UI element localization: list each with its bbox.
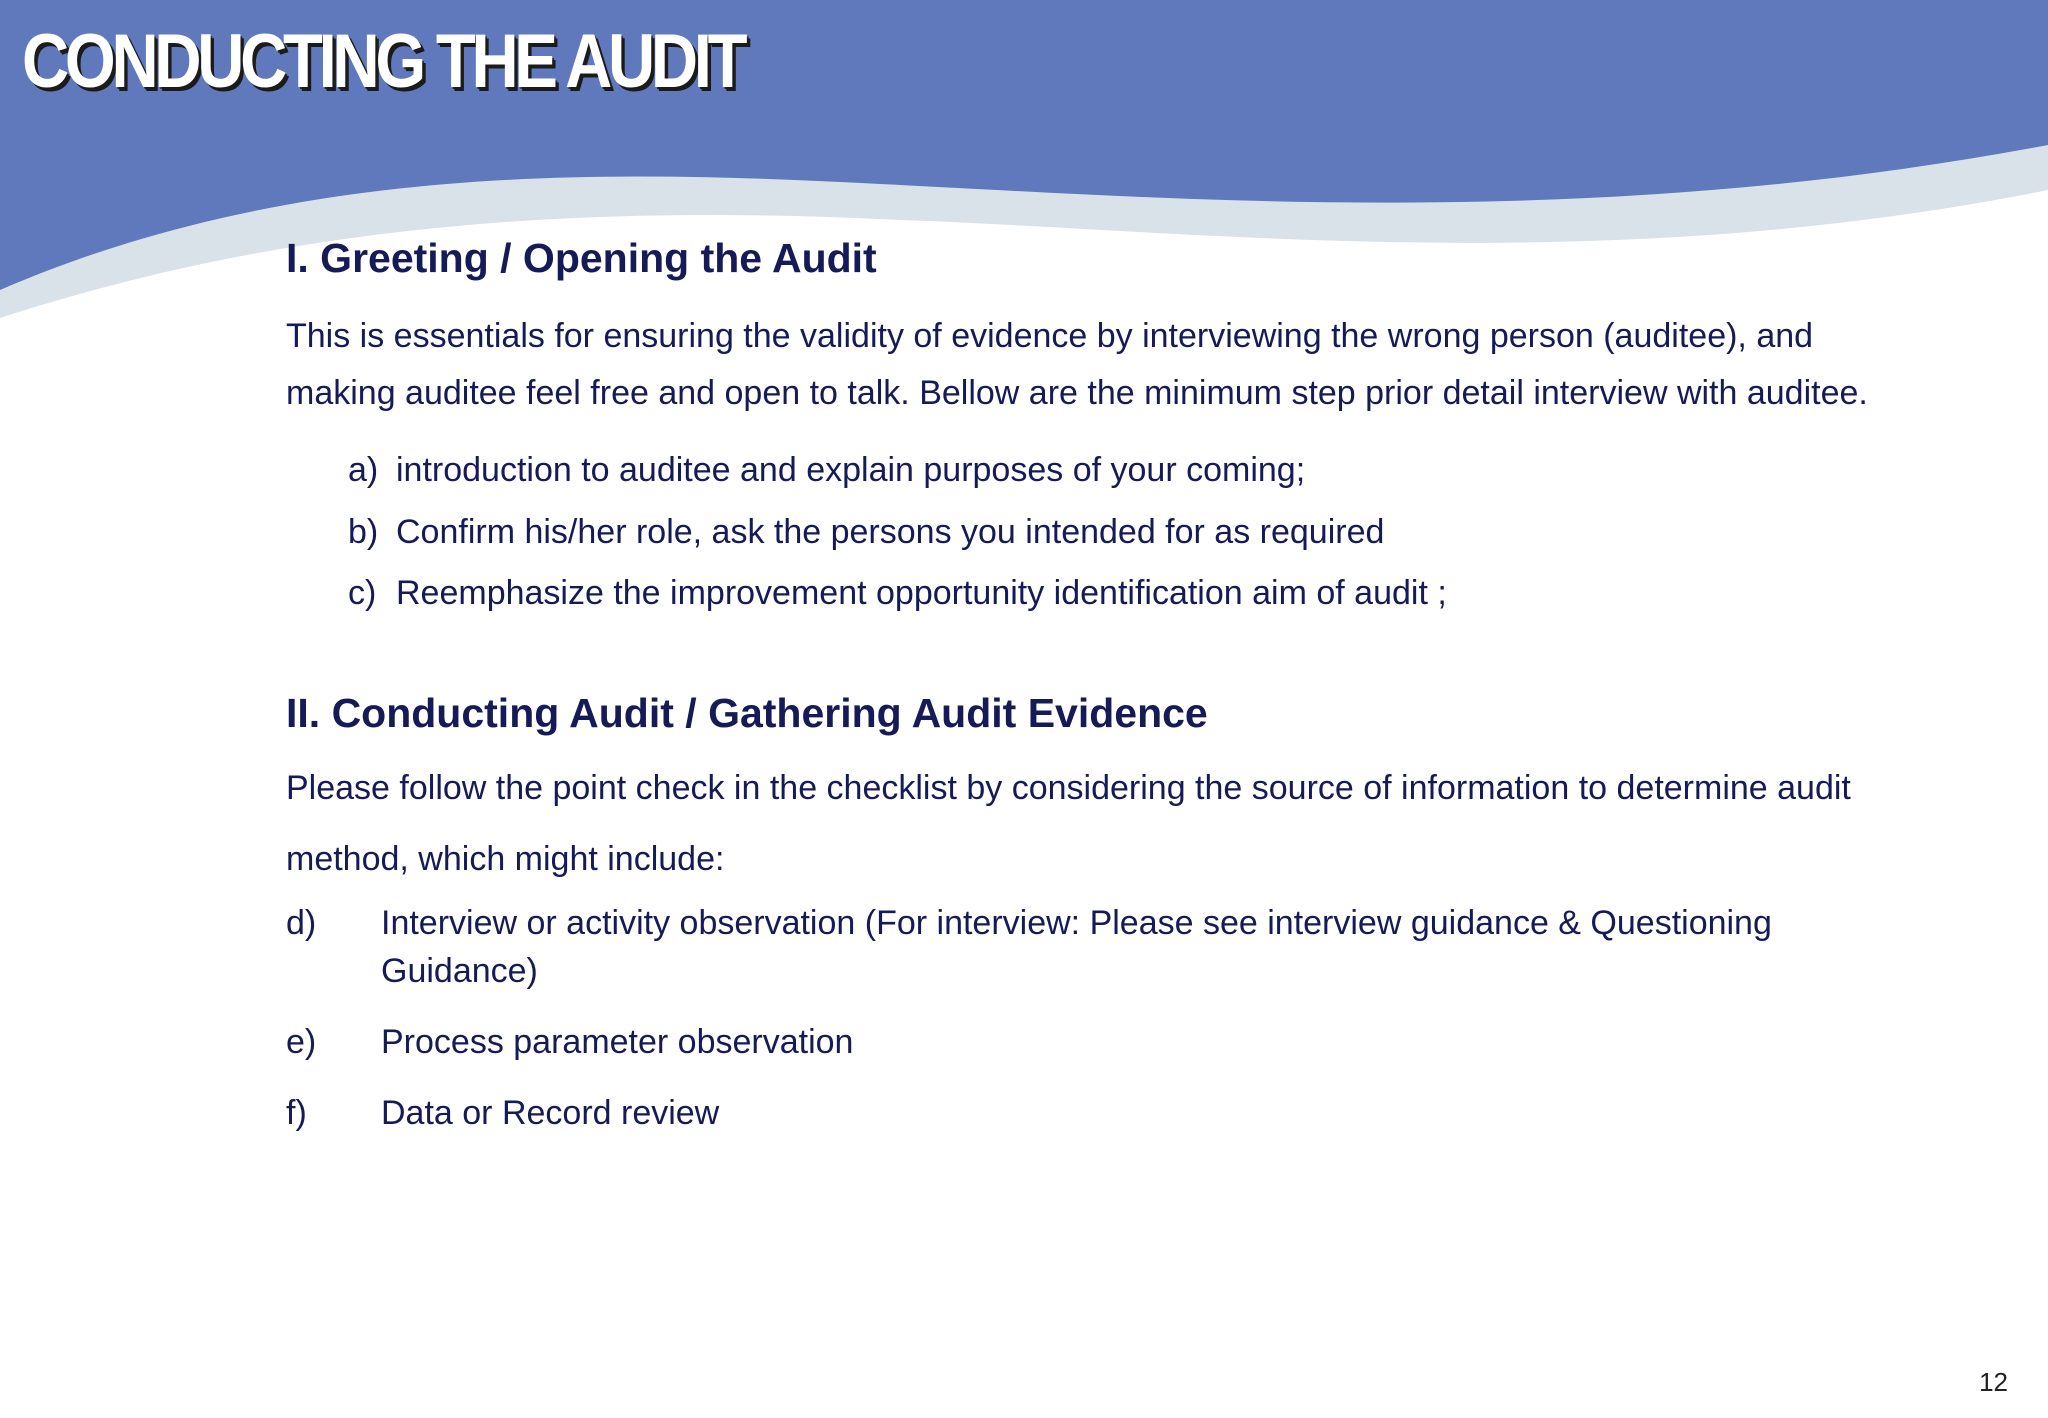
- list-item: [348, 502, 1886, 564]
- section-2-paragraph: Please follow the point check in the checklist by considering the source of information to determine audit method, which might include:: [286, 768, 1851, 878]
- page-number: 12: [1979, 1367, 2008, 1397]
- list-item-marker: e): [286, 1022, 317, 1061]
- section-1-steps-list: [348, 440, 1886, 625]
- list-item-marker: a): [348, 451, 379, 489]
- list-item-text: Confirm his/her role, ask the persons you intended for as required: [396, 512, 1385, 551]
- list-item: [286, 1089, 1886, 1137]
- slide-title: CONDUCTING THE AUDIT: [22, 19, 744, 104]
- list-item: [348, 440, 1886, 502]
- section-2-heading: II. Conducting Audit / Gathering Audit Evidence: [286, 689, 1208, 736]
- slide-content: [286, 228, 1886, 1160]
- list-item-marker: b): [348, 512, 379, 551]
- list-item-marker: f): [286, 1093, 307, 1132]
- list-item: [348, 563, 1886, 625]
- list-item: [286, 899, 1886, 995]
- list-item-text: Reemphasize the improvement opportunity identification aim of audit ;: [396, 574, 1447, 612]
- audit-methods-list: [286, 899, 1886, 1137]
- list-item: [286, 1018, 1886, 1066]
- list-item-marker: d): [286, 903, 317, 942]
- list-item-text: Process parameter observation: [381, 1022, 854, 1061]
- list-item-text: introduction to auditee and explain purposes of your coming;: [396, 451, 1306, 489]
- list-item-text: Interview or activity observation (For interview: Please see interview guidance & Questioning Guidance): [381, 903, 1772, 990]
- section-1-heading: I. Greeting / Opening the Audit: [286, 235, 877, 281]
- list-item-marker: c): [348, 574, 377, 612]
- list-item-text: Data or Record review: [381, 1093, 720, 1132]
- section-1-paragraph: This is essentials for ensuring the validity of evidence by interviewing the wrong person (auditee), and making auditee feel free and open to talk. Bellow are the minimum step prior detail interview with auditee.: [286, 317, 1868, 412]
